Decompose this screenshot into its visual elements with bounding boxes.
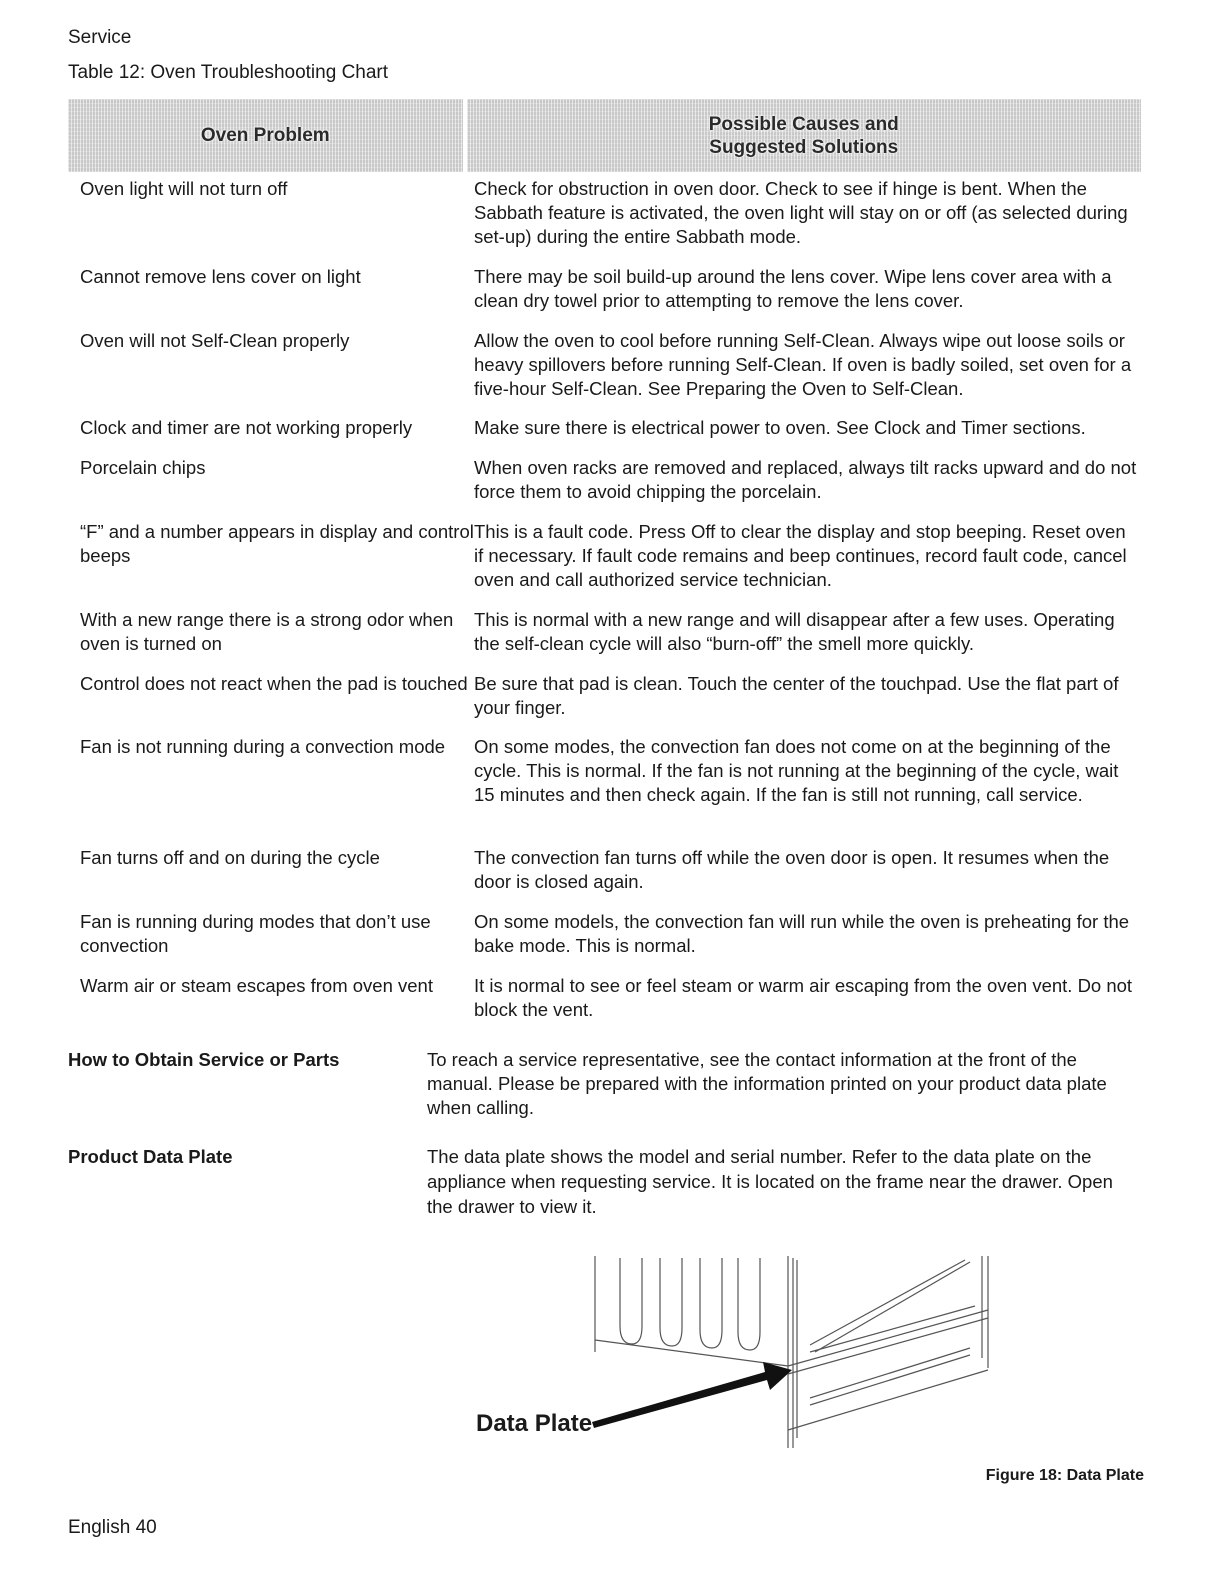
data-plate-label: Data Plate — [476, 1410, 593, 1437]
table-row — [80, 416, 1140, 456]
solution-cell: Allow the oven to cool before running Self-Clean. Always wipe out loose soils or heavy spillovers before running Self-Clean. If oven is badly soiled, set oven for a five-hour Self-Clean. See Preparing the Oven to Self-Clean. — [474, 330, 1132, 399]
solution-cell: Be sure that pad is clean. Touch the center of the touchpad. Use the flat part of your finger. — [474, 673, 1119, 718]
column-header-solutions — [467, 99, 1141, 172]
table-row — [80, 329, 1140, 416]
problem-cell: Warm air or steam escapes from oven vent — [80, 975, 433, 996]
problem-cell: Fan is running during modes that don’t use convection — [80, 911, 431, 956]
data-plate-figure — [470, 1248, 1000, 1448]
solution-cell: Check for obstruction in oven door. Check to see if hinge is bent. When the Sabbath feature is activated, the oven light will stay on or off (as selected during set-up) during the entire Sabbath mode. — [474, 178, 1128, 247]
solution-cell: This is normal with a new range and will disappear after a few uses. Operating the self-clean cycle will also “burn-off” the smell more quickly. — [474, 609, 1115, 654]
table-row — [80, 735, 1140, 846]
table-row — [80, 846, 1140, 910]
solution-cell: On some modes, the convection fan does not come on at the beginning of the cycle. This is normal. If the fan is not running at the beginning of the cycle, wait 15 minutes and then check again. If the fan is still not running, call service. — [474, 736, 1119, 805]
column-header-solutions-line1: Possible Causes and — [708, 113, 899, 135]
problem-cell: With a new range there is a strong odor when oven is turned on — [80, 609, 454, 654]
table-row — [80, 608, 1140, 672]
table-row — [80, 177, 1140, 265]
problem-cell: Clock and timer are not working properly — [80, 417, 413, 438]
data-plate-heading: Product Data Plate — [68, 1146, 233, 1167]
column-header-solutions-line2: Suggested Solutions — [709, 136, 899, 158]
solution-cell: It is normal to see or feel steam or warm air escaping from the oven vent. Do not block the vent. — [474, 975, 1133, 1020]
column-header-problem: Oven Problem — [200, 125, 330, 146]
problem-cell: Oven light will not turn off — [80, 178, 288, 199]
problem-cell: Porcelain chips — [80, 457, 206, 478]
obtain-service-text: To reach a service representative, see the contact information at the front of the manual. Please be prepared with the information printed on your product data plate when calling. — [427, 1049, 1107, 1118]
service-section — [68, 1048, 1143, 1219]
table-row — [80, 910, 1140, 974]
troubleshooting-table-body — [80, 177, 1140, 1038]
section-title: Service — [68, 27, 132, 48]
solution-cell: Make sure there is electrical power to oven. See Clock and Timer sections. — [474, 417, 1086, 438]
table-row — [80, 265, 1140, 329]
table-row — [80, 456, 1140, 520]
table-row — [80, 520, 1140, 608]
table-caption: Table 12: Oven Troubleshooting Chart — [68, 62, 389, 83]
figure-caption: Figure 18: Data Plate — [985, 1467, 1144, 1484]
solution-cell: The convection fan turns off while the oven door is open. It resumes when the door is closed again. — [474, 847, 1110, 892]
problem-cell: Cannot remove lens cover on light — [80, 266, 361, 287]
solution-cell: On some models, the convection fan will run while the oven is preheating for the bake mode. This is normal. — [474, 911, 1130, 956]
problem-cell: Control does not react when the pad is touched — [80, 673, 468, 694]
table-header — [68, 99, 1141, 172]
solution-cell: When oven racks are removed and replaced, always tilt racks upward and do not force them to avoid chipping the porcelain. — [474, 457, 1137, 502]
obtain-service-heading: How to Obtain Service or Parts — [68, 1049, 340, 1070]
service-row-plate — [68, 1144, 1143, 1219]
table-row — [80, 974, 1140, 1038]
solution-cell: There may be soil build-up around the lens cover. Wipe lens cover area with a clean dry towel prior to attempting to remove the lens cover. — [474, 266, 1112, 311]
problem-cell: Fan is not running during a convection mode — [80, 736, 446, 757]
problem-cell: Fan turns off and on during the cycle — [80, 847, 380, 868]
data-plate-text: The data plate shows the model and serial number. Refer to the data plate on the appliance when requesting service. It is located on the frame near the drawer. Open the drawer to view it. — [427, 1146, 1113, 1217]
problem-cell: “F” and a number appears in display and control beeps — [80, 521, 474, 566]
solution-cell: This is a fault code. Press Off to clear the display and stop beeping. Reset oven if necessary. If fault code remains and beep continues, record fault code, cancel oven and call authorized service technician. — [474, 521, 1127, 590]
service-row-obtain — [68, 1048, 1143, 1144]
problem-cell: Oven will not Self-Clean properly — [80, 330, 350, 351]
table-row — [80, 672, 1140, 735]
page-footer: English 40 — [68, 1517, 157, 1538]
